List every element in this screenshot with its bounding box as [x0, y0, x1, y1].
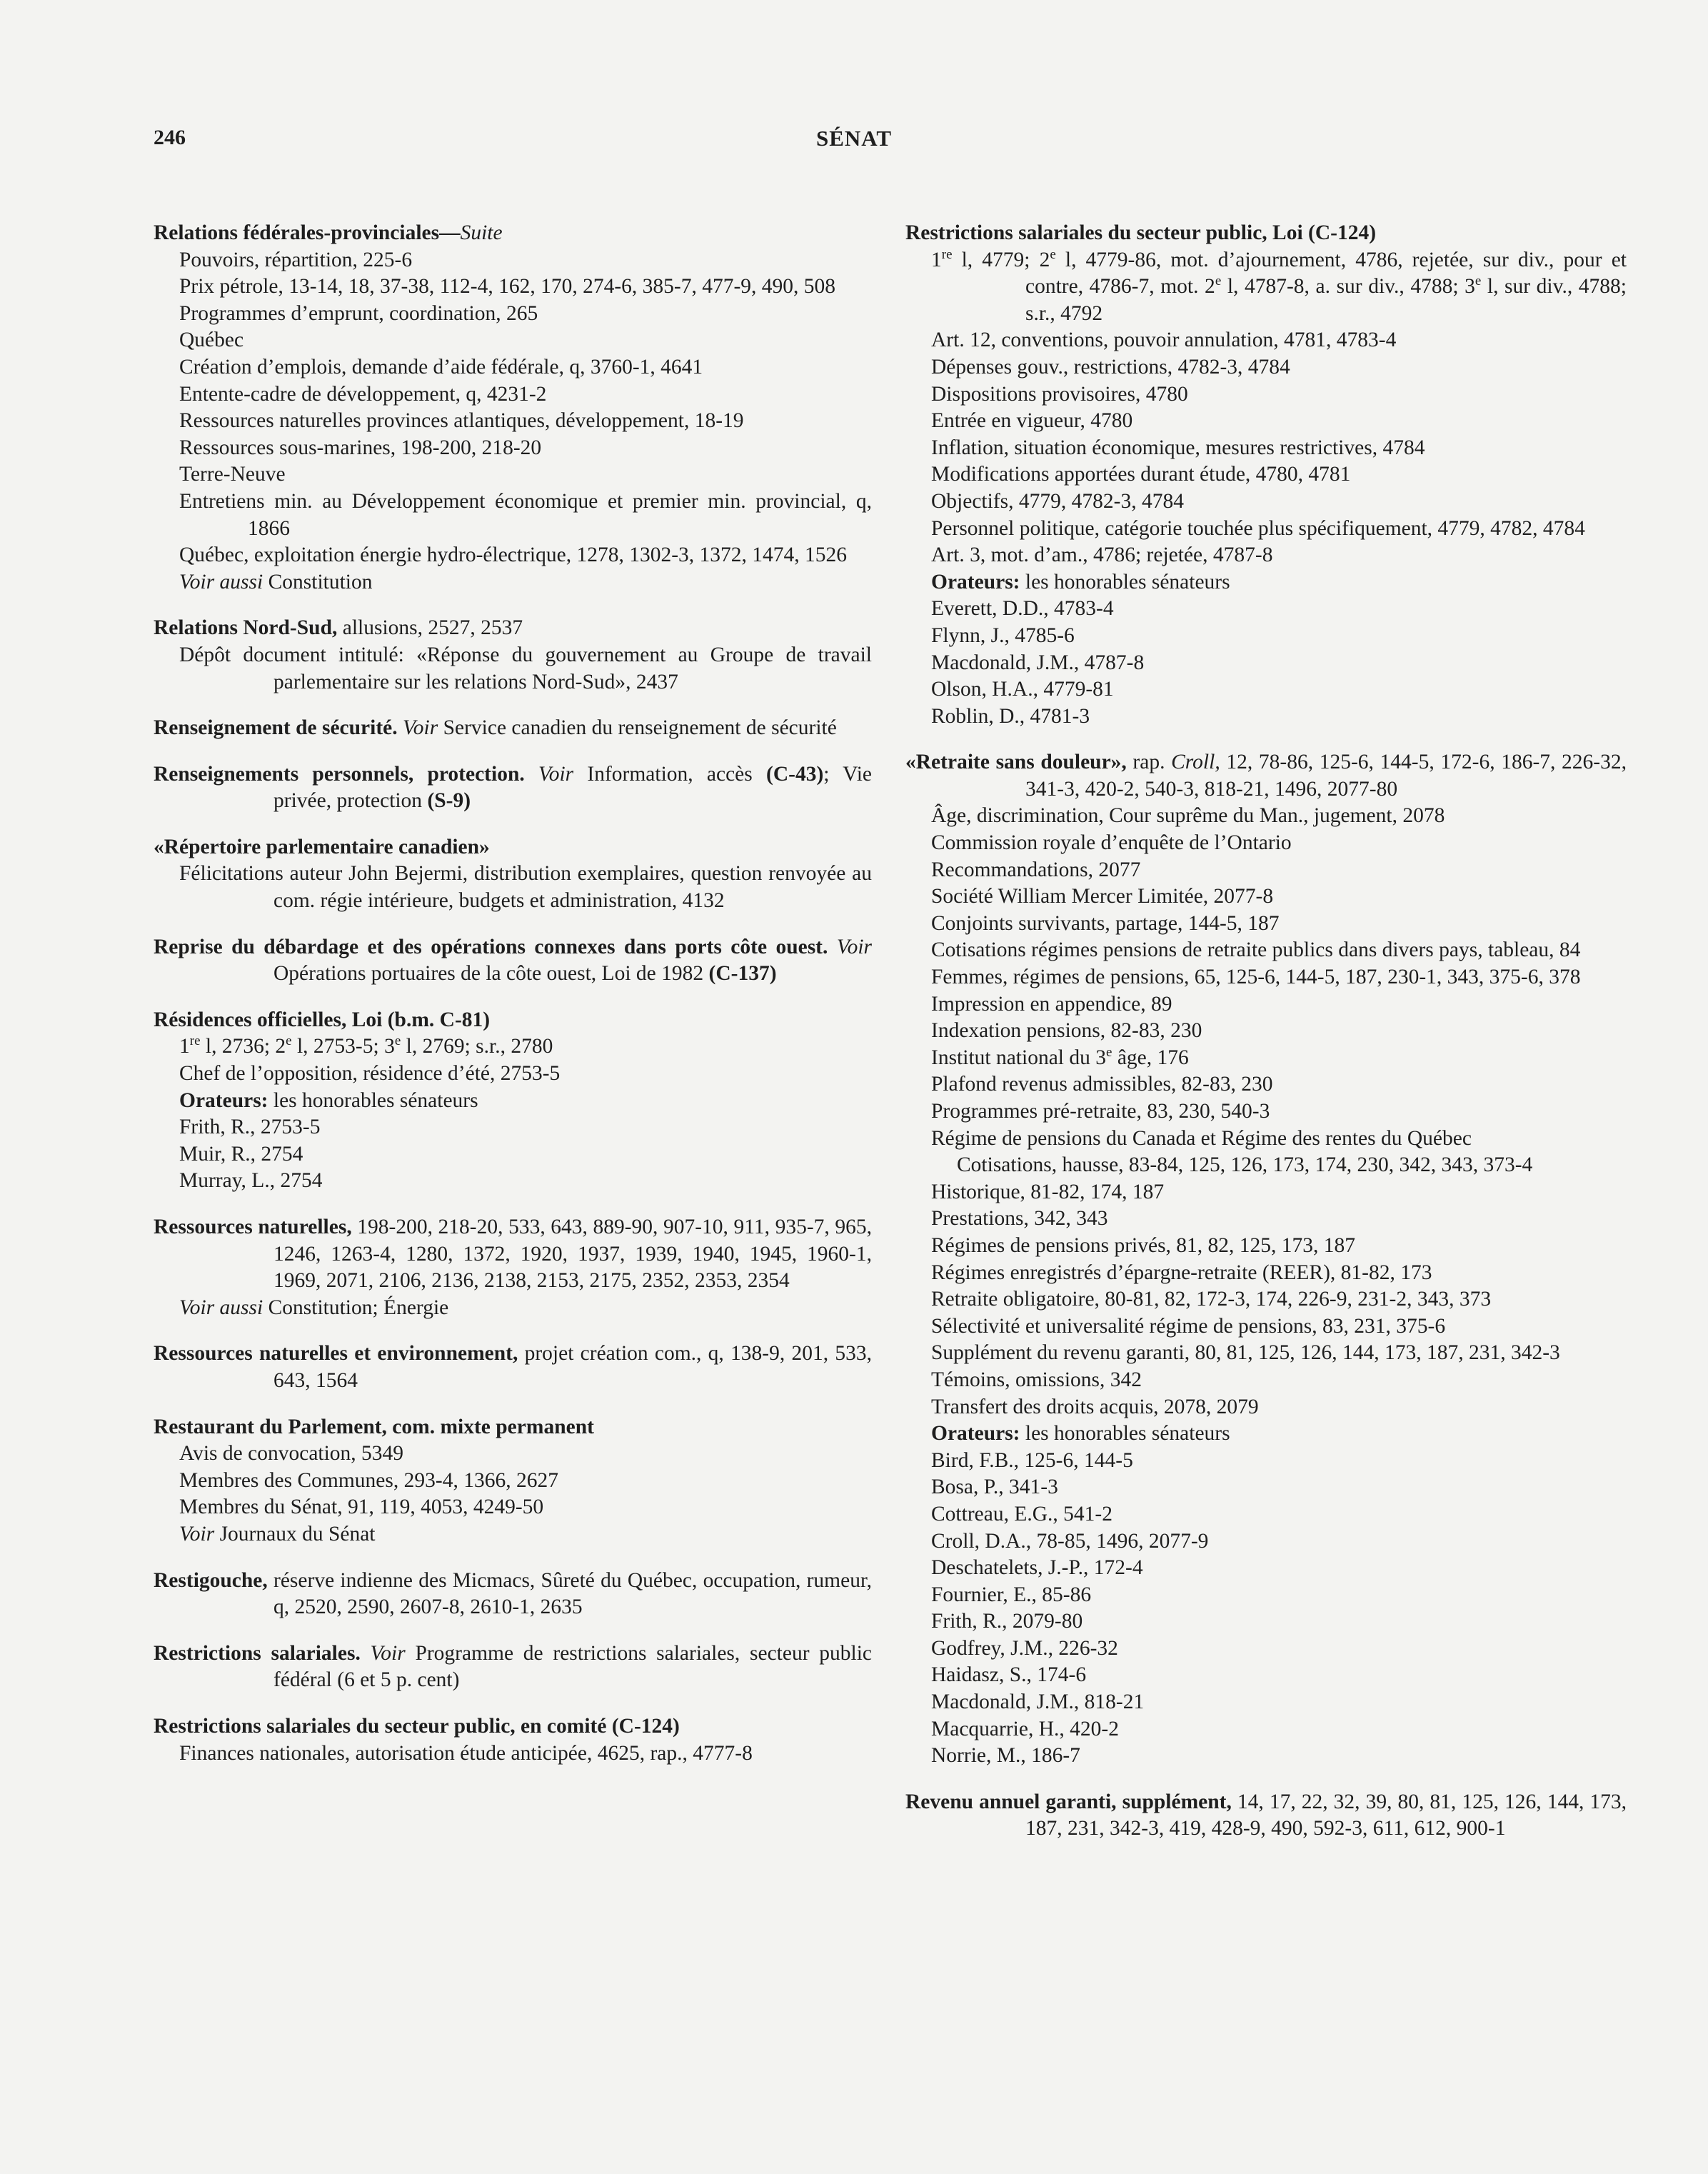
index-text: Plafond revenus admissibles, 82-83, 230	[931, 1073, 1273, 1096]
index-text: Fournier, E., 85-86	[931, 1583, 1092, 1606]
index-entry	[154, 715, 872, 742]
index-text: Création d’emplois, demande d’aide fédérale, q, 3760-1, 4641	[179, 355, 703, 379]
index-text: Conjoints survivants, partage, 144-5, 187	[931, 911, 1280, 935]
index-text: (C-137)	[708, 962, 777, 986]
index-subentry	[905, 991, 1627, 1018]
index-subentry	[905, 596, 1627, 623]
index-text: Membres du Sénat, 91, 119, 4053, 4249-50	[179, 1496, 544, 1519]
index-subentry	[905, 857, 1627, 884]
index-subentry	[905, 1689, 1627, 1716]
index-text: Orateurs:	[179, 1088, 268, 1112]
index-text: Murray, L., 2754	[179, 1169, 323, 1193]
index-text: Recommandations, 2077	[931, 858, 1141, 881]
index-subentry	[154, 1441, 872, 1468]
index-entry	[154, 1341, 872, 1394]
index-text: les honorables sénateurs	[1020, 1422, 1230, 1446]
index-heading	[154, 1568, 872, 1621]
index-subentry	[154, 1061, 872, 1088]
index-text: Personnel politique, catégorie touchée plus spécifiquement, 4779, 4782, 4784	[931, 516, 1585, 540]
index-entry	[154, 934, 872, 988]
index-text: allusions, 2527, 2537	[337, 616, 523, 640]
index-text	[398, 716, 403, 739]
index-subentry	[905, 964, 1627, 991]
index-text: Macquarrie, H., 420-2	[931, 1717, 1119, 1740]
index-text: Supplément du revenu garanti, 80, 81, 125, 126, 144, 173, 187, 231, 342-3	[931, 1341, 1560, 1365]
index-text: l, 2736; 2	[200, 1035, 286, 1058]
index-subentry	[154, 1521, 872, 1548]
index-subentry	[905, 1528, 1627, 1556]
index-subentry	[905, 1501, 1627, 1528]
index-text: Ressources naturelles provinces atlantiques, développement, 18-19	[179, 409, 744, 433]
index-heading	[905, 749, 1627, 803]
index-text: Entente-cadre de développement, q, 4231-2	[179, 382, 547, 406]
index-text: Ressources sous-marines, 198-200, 218-20	[179, 436, 542, 459]
index-text: Inflation, situation économique, mesures restrictives, 4784	[931, 436, 1425, 459]
index-text: Retraite obligatoire, 80-81, 82, 172-3, 174, 226-9, 231-2, 343, 373	[931, 1288, 1492, 1311]
index-text: re	[941, 246, 953, 262]
index-text: l, 2753-5; 3	[291, 1035, 395, 1058]
index-text: Everett, D.D., 4783-4	[931, 597, 1114, 621]
index-text: Femmes, régimes de pensions, 65, 125-6, 144-5, 187, 230-1, 343, 375-6, 378	[931, 966, 1581, 989]
index-text	[361, 1642, 371, 1665]
index-text: Cotisations, hausse, 83-84, 125, 126, 173, 174, 230, 342, 343, 373-4	[957, 1153, 1533, 1177]
index-subentry	[905, 703, 1627, 731]
index-text: Régime de pensions du Canada et Régime des rentes du Québec	[931, 1126, 1472, 1150]
index-entry	[905, 220, 1627, 730]
index-text: e	[1106, 1044, 1112, 1060]
index-text: «Retraite sans douleur»,	[905, 751, 1127, 774]
index-text: 198-200, 218-20, 533, 643, 889-90, 907-10, 911, 935-7, 965, 1246, 1263-4, 1280, 1372, 1920, 1937, 1939, 1940, 1945, 1960-1, 1969, 2071, 2106, 2136, 2138, 2153, 2175, 2352, 2353, 2354	[273, 1216, 872, 1293]
index-text: Voir	[179, 1522, 215, 1546]
index-text: Chef de l’opposition, résidence d’été, 2753-5	[179, 1062, 561, 1086]
index-text: e	[286, 1033, 292, 1049]
index-subentry	[905, 1152, 1627, 1179]
index-text: Flynn, J., 4785-6	[931, 623, 1075, 647]
index-subentry	[154, 1740, 872, 1768]
index-subentry	[905, 676, 1627, 703]
index-subentry	[154, 642, 872, 696]
index-text: l, 4779-86, mot. d’ajournement, 4786, rejetée, sur div., pour et contre, 4786-7, mot. 2	[1025, 248, 1627, 299]
index-text: Âge, discrimination, Cour suprême du Man., jugement, 2078	[931, 804, 1445, 828]
index-text: Renseignement de sécurité.	[154, 716, 398, 740]
index-text: Institut national du 3	[931, 1046, 1106, 1069]
index-text: Relations fédérales-provinciales—	[154, 221, 461, 244]
index-text: Voir	[370, 1641, 406, 1665]
index-subentry	[905, 1662, 1627, 1689]
index-text: Bird, F.B., 125-6, 144-5	[931, 1448, 1133, 1472]
index-text: Membres des Communes, 293-4, 1366, 2627	[179, 1468, 558, 1492]
index-subentry	[154, 435, 872, 462]
index-text: Voir aussi	[179, 570, 263, 593]
index-heading	[154, 1007, 872, 1034]
index-subentry	[905, 1448, 1627, 1475]
index-subentry	[154, 861, 872, 914]
index-text: 14, 17, 22, 32, 39, 80, 81, 125, 126, 144, 173, 187, 231, 342-3, 419, 428-9, 490, 592-3, 611, 612, 900-1	[1025, 1790, 1627, 1840]
index-text: Constitution; Énergie	[263, 1296, 449, 1319]
index-text: 12, 78-86, 125-6, 144-5, 172-6, 186-7, 226-32, 341-3, 420-2, 540-3, 818-21, 1496, 2077-80	[1025, 751, 1627, 801]
index-subentry	[154, 327, 872, 354]
index-text: Reprise du débardage et des opérations connexes dans ports côte ouest.	[154, 935, 828, 958]
index-text: Modifications apportées durant étude, 4780, 4781	[931, 463, 1351, 486]
index-text: rap.	[1126, 751, 1172, 774]
index-text: Cottreau, E.G., 541-2	[931, 1502, 1112, 1526]
index-text: Historique, 81-82, 174, 187	[931, 1180, 1165, 1203]
index-text: Relations Nord-Sud,	[154, 616, 338, 640]
index-text: Transfert des droits acquis, 2078, 2079	[931, 1395, 1259, 1418]
index-text	[525, 763, 538, 786]
index-subentry	[905, 516, 1627, 543]
index-text: Voir	[836, 935, 872, 958]
index-text: e	[394, 1033, 401, 1049]
index-text: Voir	[403, 716, 438, 740]
index-text: Croll, D.A., 78-85, 1496, 2077-9	[931, 1529, 1209, 1553]
index-subentry	[154, 1088, 872, 1115]
index-text: Suite	[460, 221, 503, 244]
index-column-left	[154, 220, 872, 1786]
index-entry	[154, 615, 872, 696]
index-text: Art. 12, conventions, pouvoir annulation, 4781, 4783-4	[931, 329, 1397, 352]
index-subentry	[154, 381, 872, 409]
index-subentry	[154, 301, 872, 328]
index-text: Société William Mercer Limitée, 2077-8	[931, 885, 1274, 908]
index-text: Sélectivité et universalité régime de pensions, 83, 231, 375-6	[931, 1314, 1446, 1338]
index-text: Cotisations régimes pensions de retraite publics dans divers pays, tableau, 84	[931, 938, 1581, 962]
index-subentry	[154, 1295, 872, 1322]
index-subentry	[154, 1168, 872, 1195]
index-text: Macdonald, J.M., 818-21	[931, 1690, 1145, 1714]
index-text: Voir aussi	[179, 1296, 263, 1319]
index-text: âge, 176	[1112, 1046, 1189, 1069]
index-text: Ressources naturelles,	[154, 1216, 352, 1238]
index-entry	[154, 761, 872, 815]
index-subentry	[905, 1045, 1627, 1072]
index-subentry	[154, 461, 872, 489]
index-text: Orateurs:	[931, 1422, 1020, 1446]
index-subentry	[905, 830, 1627, 857]
index-text: Constitution	[263, 570, 373, 593]
index-subentry	[154, 1141, 872, 1168]
index-text: les honorables sénateurs	[1020, 570, 1230, 593]
index-subentry	[905, 1367, 1627, 1394]
index-text: Avis de convocation, 5349	[179, 1442, 404, 1466]
index-heading	[154, 934, 872, 988]
index-text: Résidences officielles, Loi (b.m. C-81)	[154, 1008, 491, 1031]
index-subentry	[905, 1340, 1627, 1367]
index-text: Restrictions salariales du secteur public, en comité (C-124)	[154, 1714, 680, 1738]
index-heading	[905, 220, 1627, 247]
index-heading	[154, 1214, 872, 1295]
index-subentry	[905, 1018, 1627, 1045]
index-subentry	[905, 1608, 1627, 1635]
index-text: Frith, R., 2079-80	[931, 1610, 1083, 1633]
index-text: ; Vie privée, protection	[273, 762, 872, 813]
index-subentry	[154, 354, 872, 381]
index-heading	[154, 1640, 872, 1694]
index-text: Dispositions provisoires, 4780	[931, 382, 1188, 406]
index-text: (S-9)	[427, 789, 471, 813]
index-entry	[154, 1414, 872, 1548]
index-text: Service canadien du renseignement de sécurité	[438, 716, 837, 740]
index-entry	[154, 220, 872, 596]
index-text: re	[189, 1033, 201, 1049]
index-subentry	[154, 542, 872, 569]
index-text: Haidasz, S., 174-6	[931, 1663, 1087, 1687]
index-subentry	[905, 1555, 1627, 1582]
index-text: réserve indienne des Micmacs, Sûreté du Québec, occupation, rumeur, q, 2520, 2590, 2607-8, 2610-1, 2635	[267, 1568, 872, 1619]
index-column-right	[905, 220, 1627, 1862]
index-subentry	[905, 542, 1627, 569]
index-text: Programmes d’emprunt, coordination, 265	[179, 301, 538, 325]
index-text: e	[1475, 274, 1482, 289]
index-heading	[154, 1341, 872, 1394]
index-subentry	[154, 489, 872, 542]
index-subentry	[905, 461, 1627, 489]
index-text: Terre-Neuve	[179, 463, 286, 486]
index-subentry	[905, 1206, 1627, 1233]
index-subentry	[905, 1394, 1627, 1421]
index-subentry	[905, 623, 1627, 650]
index-heading	[154, 834, 872, 861]
index-text: l, 2769; s.r., 2780	[401, 1035, 553, 1058]
index-text: Renseignements personnels, protection.	[154, 762, 525, 786]
index-text: Dépenses gouv., restrictions, 4782-3, 4784	[931, 355, 1290, 379]
index-text: Information, accès	[573, 762, 766, 786]
index-text: Québec, exploitation énergie hydro-électrique, 1278, 1302-3, 1372, 1474, 1526	[179, 544, 848, 567]
index-text: Deschatelets, J.-P., 172-4	[931, 1556, 1143, 1580]
index-text: «Répertoire parlementaire canadien»	[154, 835, 490, 858]
index-entry	[154, 1713, 872, 1767]
index-text: Prestations, 342, 343	[931, 1207, 1108, 1231]
running-head: SÉNAT	[815, 126, 893, 151]
index-text: Félicitations auteur John Bejermi, distribution exemplaires, question renvoyée au com. régie intérieure, budgets et administration, 4132	[179, 862, 872, 913]
index-heading	[154, 615, 872, 642]
index-subentry	[905, 1421, 1627, 1448]
index-text: Indexation pensions, 82-83, 230	[931, 1019, 1202, 1043]
index-text: Témoins, omissions, 342	[931, 1368, 1142, 1391]
index-text: Croll,	[1171, 751, 1220, 774]
index-subentry	[905, 1313, 1627, 1341]
index-entry	[905, 1789, 1627, 1843]
index-subentry	[154, 1468, 872, 1495]
index-text: Norrie, M., 186-7	[931, 1744, 1080, 1768]
index-entry	[154, 1640, 872, 1694]
index-text: Finances nationales, autorisation étude anticipée, 4625, rap., 4777-8	[179, 1741, 753, 1765]
index-entry	[154, 1007, 872, 1195]
index-subentry	[154, 1494, 872, 1521]
index-text: Entretiens min. au Développement économique et premier min. provincial, q, 1866	[179, 489, 872, 540]
index-heading	[154, 1713, 872, 1740]
index-text: Bosa, P., 341-3	[931, 1476, 1058, 1499]
index-text: (C-43)	[766, 762, 824, 786]
index-text: Opérations portuaires de la côte ouest, Loi de 1982	[273, 962, 709, 986]
index-text: Programme de restrictions salariales, secteur public fédéral (6 et 5 p. cent)	[273, 1641, 872, 1692]
index-subentry	[905, 1474, 1627, 1501]
index-subentry	[905, 489, 1627, 516]
index-subentry	[905, 1126, 1627, 1153]
index-subentry	[905, 650, 1627, 677]
index-text	[828, 936, 836, 958]
index-text: Art. 3, mot. d’am., 4786; rejetée, 4787-8	[931, 544, 1273, 567]
index-subentry	[154, 1033, 872, 1061]
index-subentry	[905, 883, 1627, 911]
index-text: Programmes pré-retraite, 83, 230, 540-3	[931, 1100, 1270, 1123]
index-text: l, 4787-8, a. sur div., 4788; 3	[1221, 275, 1475, 299]
index-text: 1	[931, 248, 942, 271]
index-subentry	[154, 1114, 872, 1141]
index-subentry	[905, 1233, 1627, 1260]
index-heading	[154, 761, 872, 815]
index-subentry	[905, 803, 1627, 830]
index-text: Godfrey, J.M., 226-32	[931, 1636, 1118, 1660]
index-text: 1	[179, 1035, 190, 1058]
index-subentry	[905, 1286, 1627, 1313]
index-text: l, sur div., 4788; s.r., 4792	[1025, 275, 1627, 325]
index-subentry	[154, 274, 872, 301]
index-subentry	[905, 408, 1627, 435]
page-number: 246	[154, 126, 186, 149]
index-text: e	[1215, 274, 1222, 289]
index-text: Roblin, D., 4781-3	[931, 704, 1090, 728]
index-heading	[905, 1789, 1627, 1843]
index-subentry	[905, 381, 1627, 409]
index-text: Pouvoirs, répartition, 225-6	[179, 248, 413, 271]
index-entry	[154, 1214, 872, 1321]
index-text: Entrée en vigueur, 4780	[931, 409, 1133, 433]
index-subentry	[905, 1260, 1627, 1287]
index-heading	[154, 1414, 872, 1441]
index-subentry	[905, 247, 1627, 328]
index-entry	[905, 749, 1627, 1770]
index-text: Restigouche,	[154, 1568, 268, 1592]
index-subentry	[905, 1743, 1627, 1770]
index-text: Dépôt document intitulé: «Réponse du gouvernement au Groupe de travail parlementaire sur les relations Nord-Sud», 2437	[179, 643, 872, 693]
index-text: Ressources naturelles et environnement,	[154, 1342, 518, 1366]
index-text: Régimes de pensions privés, 81, 82, 125, 173, 187	[931, 1233, 1356, 1257]
index-subentry	[905, 937, 1627, 964]
index-subentry	[905, 1716, 1627, 1743]
index-text: e	[1050, 246, 1056, 262]
index-text: Olson, H.A., 4779-81	[931, 678, 1114, 701]
index-text: Muir, R., 2754	[179, 1142, 303, 1166]
index-text: Objectifs, 4779, 4782-3, 4784	[931, 489, 1184, 513]
index-text: Commission royale d’enquête de l’Ontario	[931, 831, 1292, 855]
index-text: Orateurs:	[931, 570, 1020, 593]
index-text: Restaurant du Parlement, com. mixte permanent	[154, 1415, 594, 1438]
index-subentry	[154, 247, 872, 274]
index-text: Macdonald, J.M., 4787-8	[931, 651, 1145, 674]
index-text: Québec	[179, 329, 244, 352]
index-subentry	[905, 911, 1627, 938]
index-subentry	[905, 1071, 1627, 1098]
index-subentry	[905, 327, 1627, 354]
index-subentry	[905, 435, 1627, 462]
index-entry	[154, 834, 872, 915]
index-text: Régimes enregistrés d’épargne-retraite (REER), 81-82, 173	[931, 1261, 1432, 1284]
index-text: Restrictions salariales.	[154, 1641, 361, 1665]
index-text: Restrictions salariales du secteur public, Loi (C-124)	[905, 221, 1377, 244]
index-text: Revenu annuel garanti, supplément,	[905, 1790, 1232, 1813]
index-text: les honorables sénateurs	[268, 1088, 478, 1112]
index-entry	[154, 1568, 872, 1621]
index-heading	[154, 220, 872, 247]
index-text: Impression en appendice, 89	[931, 992, 1172, 1016]
index-text: projet création com., q, 138-9, 201, 533, 643, 1564	[273, 1342, 872, 1392]
index-text: Journaux du Sénat	[214, 1522, 376, 1546]
index-subentry	[905, 1582, 1627, 1609]
index-text: Frith, R., 2753-5	[179, 1116, 321, 1139]
index-text: l, 4779; 2	[952, 248, 1050, 271]
index-subentry	[905, 1179, 1627, 1206]
index-subentry	[154, 408, 872, 435]
index-text: Voir	[538, 762, 574, 786]
index-text: Prix pétrole, 13-14, 18, 37-38, 112-4, 162, 170, 274-6, 385-7, 477-9, 490, 508	[179, 275, 836, 299]
index-heading	[154, 715, 872, 742]
index-subentry	[905, 569, 1627, 596]
index-subentry	[154, 569, 872, 596]
index-subentry	[905, 1098, 1627, 1126]
index-subentry	[905, 1635, 1627, 1663]
index-subentry	[905, 354, 1627, 381]
